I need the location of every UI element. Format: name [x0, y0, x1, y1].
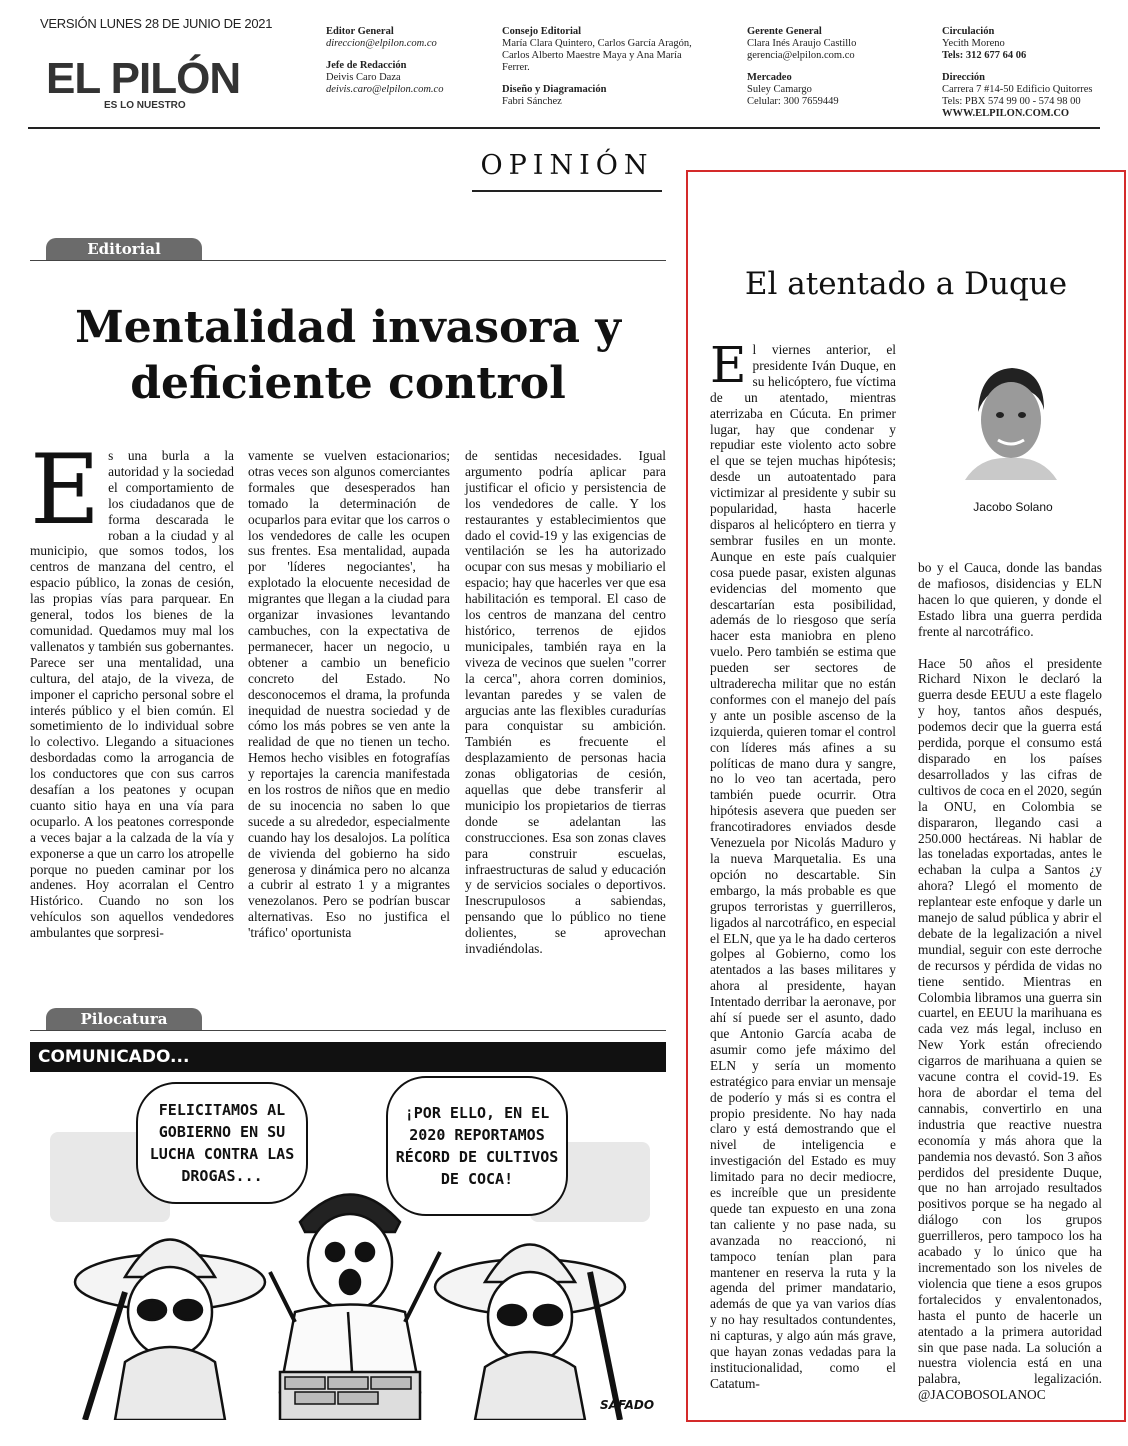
staff-line: María Clara Quintero, Carlos García Aragón,: [502, 38, 692, 49]
staff-role: Circulación: [942, 26, 995, 37]
opinion-column-1: [710, 336, 896, 1392]
staff-role: Jefe de Redacción: [326, 60, 407, 71]
website-link[interactable]: WWW.ELPILON.COM.CO: [942, 108, 1070, 119]
staff-name: Suley Camargo: [747, 84, 812, 95]
staff-role: Diseño y Diagramación: [502, 84, 607, 95]
opinion-column-2: [918, 560, 1102, 1403]
speech-bubble-right: ¡POR ELLO, EN EL 2020 REPORTAMOS RÉCORD DE CULTIVOS DE COCA!: [386, 1076, 568, 1216]
cartoon-drawing: [30, 1072, 666, 1420]
editorial-label: Editorial: [46, 238, 202, 260]
staff-role: Dirección: [942, 72, 985, 83]
masthead-divider: [28, 127, 1100, 129]
staff-name: Yecith Moreno: [942, 38, 1005, 49]
editorial-text: vamente se vuelven estacionarios; otras veces son algunos comerciantes formales que desesperados han tomado la determinación de ocuparlos para evitar que los carros o los vendedores de calle les ocupen sus frentes. Esa mentalidad, aupada por 'líderes negociantes', ha explotado la elocuente necesidad de migrantes que llegan a la ciudad para organizar invasiones levantando cambuches, con la expectativa de permanecer, hacer un negocio, u obtener a cambio un beneficio concreto del Estado. No desconocemos el drama, la profunda inequidad de nuestra sociedad y de cómo los más pobres se ven ante la realidad de que no tienen un techo. Hemos hecho visibles en fotografías y reportajes la carencia manifestada en los rostros de niños que en medio de su inocencia no saben lo que sucede a su alrededor, especialmente cuando hay los desalojos. La política de vivienda del gobierno ha sido generosa y dinámica pero no alcanza a cubrir al estrato 1 y a migrantes venezolanos. Pero se podrían buscar alternativas. Eso no justifica el 'tráfico' oportunista: [248, 448, 450, 941]
staff-name: Clara Inés Araujo Castillo: [747, 38, 857, 49]
cartoon-rule: [30, 1030, 666, 1031]
staff-email[interactable]: deivis.caro@elpilon.com.co: [326, 84, 444, 95]
newspaper-logo[interactable]: EL PILÓN: [46, 54, 241, 103]
opinion-text: Hace 50 años el presidente Richard Nixon le declaró la guerra desde EEUU a este flagelo y hoy, tantos años después, podemos decir que la guerra está perdida, porque el consumo está disparado en los países desarrollados y las cifras de cultivos de coca en el 2020, según la ONU, en Colombia se dispararon, llegando casi a 250.000 hectáreas. Ni hablar de las toneladas exportadas, antes le echaban la culpa a Santos ¿y ahora? Llegó el momento de replantear este enfoque y darle un manejo de salud pública y abrir el debate de la legalización a nivel mundial, seguir con este derroche de recursos y pérdida de vidas no tiene sentido. Mientras en Colombia libramos una guerra sin cuartel, en EEUU la marihuana es cada vez más legal, incluso en New York están ofreciendo cigarros de marihuana a quien se vacune contra el covid-19. Es hora de abordar el tema del cannabis, convertirlo en una industria que reactive nuestra economía y más ahora que la pandemia nos devastó. Son 3 años perdidos del presidente Duque, que no han arrojado resultados positivos porque se ha negado al diálogo con los grupos guerrilleros, pero tampoco los ha acabado y lo único que ha incrementado son los niveles de violencia que tiene a esos grupos fortalecidos y envalentonados, hasta el punto de hacerle un atentado a la primera autoridad sin que pase nada. La solución a nuestra violencia está en una palabra, legalización. @JACOBOSOLANOC: [918, 655, 1102, 1403]
newspaper-tagline: ES LO NUESTRO: [104, 100, 186, 111]
author-name: Jacobo Solano: [973, 500, 1053, 514]
cartoonist-signature: SAFADO: [600, 1398, 655, 1412]
drop-cap: E: [710, 336, 747, 394]
staff-role: Editor General: [326, 26, 394, 37]
cartoon-title-bar: COMUNICADO...: [30, 1042, 666, 1072]
editorial-text: s una burla a la autoridad y la sociedad el comportamiento de los ciudadanos que de forma descarada le roban a la ciudad y al municipio, que somos todos, los centros de manzana del centro, el espacio público, la zonas de cesión, las propias vías para parquear. En general, todos los bienes de la comunidad. Quedamos muy mal los vallenatos y también sus gobernantes. Parece ser una mentalidad, una cultura, del atajo, de la viveza, de imponer el capricho personal sobre el interés público y el bien común. El sometimiento de lo individual sobre lo colectivo. Llegando a situaciones desbordadas como la arrogancia de los conductores que con sus carros desafían a los peatones y ocupan cuanto sitio haya en una vía para ocuparlo. A los peatones corresponde a veces bajar a la calzada de la vía y exponerse a que un carro los atropelle porque no pueden caminar por los andenes. Hoy acorralan el Centro Histórico. Cuando no son los vehículos son aquellos vendedores ambulantes que sorpresi-: [30, 448, 234, 941]
staff-block-editor: [326, 26, 486, 96]
opinion-headline: El atentado a Duque: [744, 266, 1068, 302]
staff-block-circulation: [942, 26, 1122, 120]
staff-line: Carlos Alberto Maestre Maya y Ana María: [502, 50, 682, 61]
cartoon-label: Pilocatura: [46, 1008, 202, 1030]
drop-cap: E: [30, 434, 101, 546]
phone: Tels: PBX 574 99 00 - 574 98 00: [942, 96, 1081, 107]
staff-name: Deivis Caro Daza: [326, 72, 401, 83]
staff-name: Fabri Sánchez: [502, 96, 562, 107]
staff-role: Mercadeo: [747, 72, 792, 83]
edition-date: VERSIÓN LUNES 28 DE JUNIO DE 2021: [40, 16, 273, 31]
opinion-text: l viernes anterior, el presidente Iván Duque, en su helicóptero, fue víctima de un atentado, mientras aterrizaba en Cúcuta. En primer lugar, hay que condenar y repudiar este violento acto sobre el que se tejen muchas hipótesis; desde un autoatentado para victimizar al presidente y subir su popularidad, hasta hacerle disparos al helicóptero en tierra y sembrar fusiles en un monte. Aunque en este país cualquier cosa puede pasar, existen algunas evidencias del momento que descartarían esta posibilidad, además de lo riesgoso que sería hacer esta maniobra en pleno vuelo. Pero también se estima que pueden ser sectores de ultraderecha militar que no están conformes con el manejo del país y ante un posible ascenso de la izquierda, quieren tomar el control con líderes más afines a su políticas de mano dura y sangre, no lo veo tan acertada, pero también puede ocurrir. Otra hipótesis asevera que pueden ser francotiradores enviados desde Venezuela por Nicolás Maduro y la nueva Marquetalia. Es una opción no descartable. Sin embargo, la más probable es que grupos terroristas y guerrilleros, ligados al narcotráfico, en especial el ELN, que ya le ha dado certeros golpes al Gobierno, como los atentados a las bases militares y ahora al presidente, hayan Intentado derribar la aeronave, por ahí sí puede ser el asunto, dado que Antonio García acaba de asumir como jefe máximo del ELN y sería un momento estratégico para enviar un mensaje de poderío y más si es contra el propio presidente. No hay nada claro y está demostrando que el nivel de inteligencia e investigación del Estado es muy limitado para no decir mediocre, es increíble que un presidente quede tan expuesto en una zona tan caliente y no pase nada, su avanzada no reaccionó, ni tampoco tenían plan para mantener en reserva la ruta y la agenda del primer mandatario, además de que ya van varios días y no hay resultados contundentes, ni capturas, y algo aún más grave, que hayan zonas vedadas para la institucionalidad, como el Catatum-: [710, 342, 896, 1391]
section-title: OPINIÓN: [472, 150, 662, 192]
staff-role: Consejo Editorial: [502, 26, 582, 37]
staff-phone: Celular: 300 7659449: [747, 96, 839, 107]
staff-block-council: [502, 26, 722, 108]
address: Carrera 7 #14-50 Edificio Quitorres: [942, 84, 1093, 95]
editorial-text: de sentidas necesidades. Igual argumento podría aplicar para justificar el oficio y persistencia de los vendedores de calle. Y los restaurantes y establecimientos que dado el covid-19 y las exigencias de ventilación se les ha autorizado ocupar con sus mesas y mobiliario el espacio; hay que hacerles ver que esa habilitación es temporal. El caso de los centros de manzana del centro histórico, terrenos de ejidos municipales, también raya en la viveza de vecinos que suelen "correr la cerca", ahora corren dominios, levantan paredes y se valen de argucias ante las flexibles curadurías para conquistar su ambición. También es frecuente el desplazamiento de personas hacia zonas obligatorias de cesión, aquellas que debe transferir al municipio los propietarios de tierras donde se adelantan las construcciones. Esa son zonas claves para construir escuelas, infraestructuras de salud y educación y de servicios sociales o deportivos. Inescrupulosos a sabiendas, pensando que lo público no tiene dolientes, se aprovechan invadiéndolas.: [465, 448, 666, 957]
editorial-column-3: [465, 448, 666, 957]
staff-line: Ferrer.: [502, 62, 530, 73]
speech-bubble-left: FELICITAMOS AL GOBIERNO EN SU LUCHA CONTRA LAS DROGAS...: [136, 1082, 308, 1204]
staff-email[interactable]: gerencia@elpilon.com.co: [747, 50, 855, 61]
editorial-column-1: [30, 434, 234, 941]
editorial-headline: Mentalidad invasora y deficiente control: [75, 302, 621, 409]
cartoon-illustration: [30, 1072, 666, 1420]
staff-email[interactable]: direccion@elpilon.com.co: [326, 38, 437, 49]
staff-role: Gerente General: [747, 26, 822, 37]
author-photo: [960, 360, 1060, 480]
staff-block-manager: [747, 26, 917, 108]
editorial-column-2: [248, 448, 450, 941]
editorial-rule: [30, 260, 666, 261]
staff-phone: Tels: 312 677 64 06: [942, 50, 1027, 61]
opinion-text: bo y el Cauca, donde las bandas de mafiosos, disidencias y ELN hacen lo que quieren, y donde el Estado libra una guerra perdida frente al narcotráfico.: [918, 560, 1102, 639]
author-portrait: [960, 360, 1060, 480]
